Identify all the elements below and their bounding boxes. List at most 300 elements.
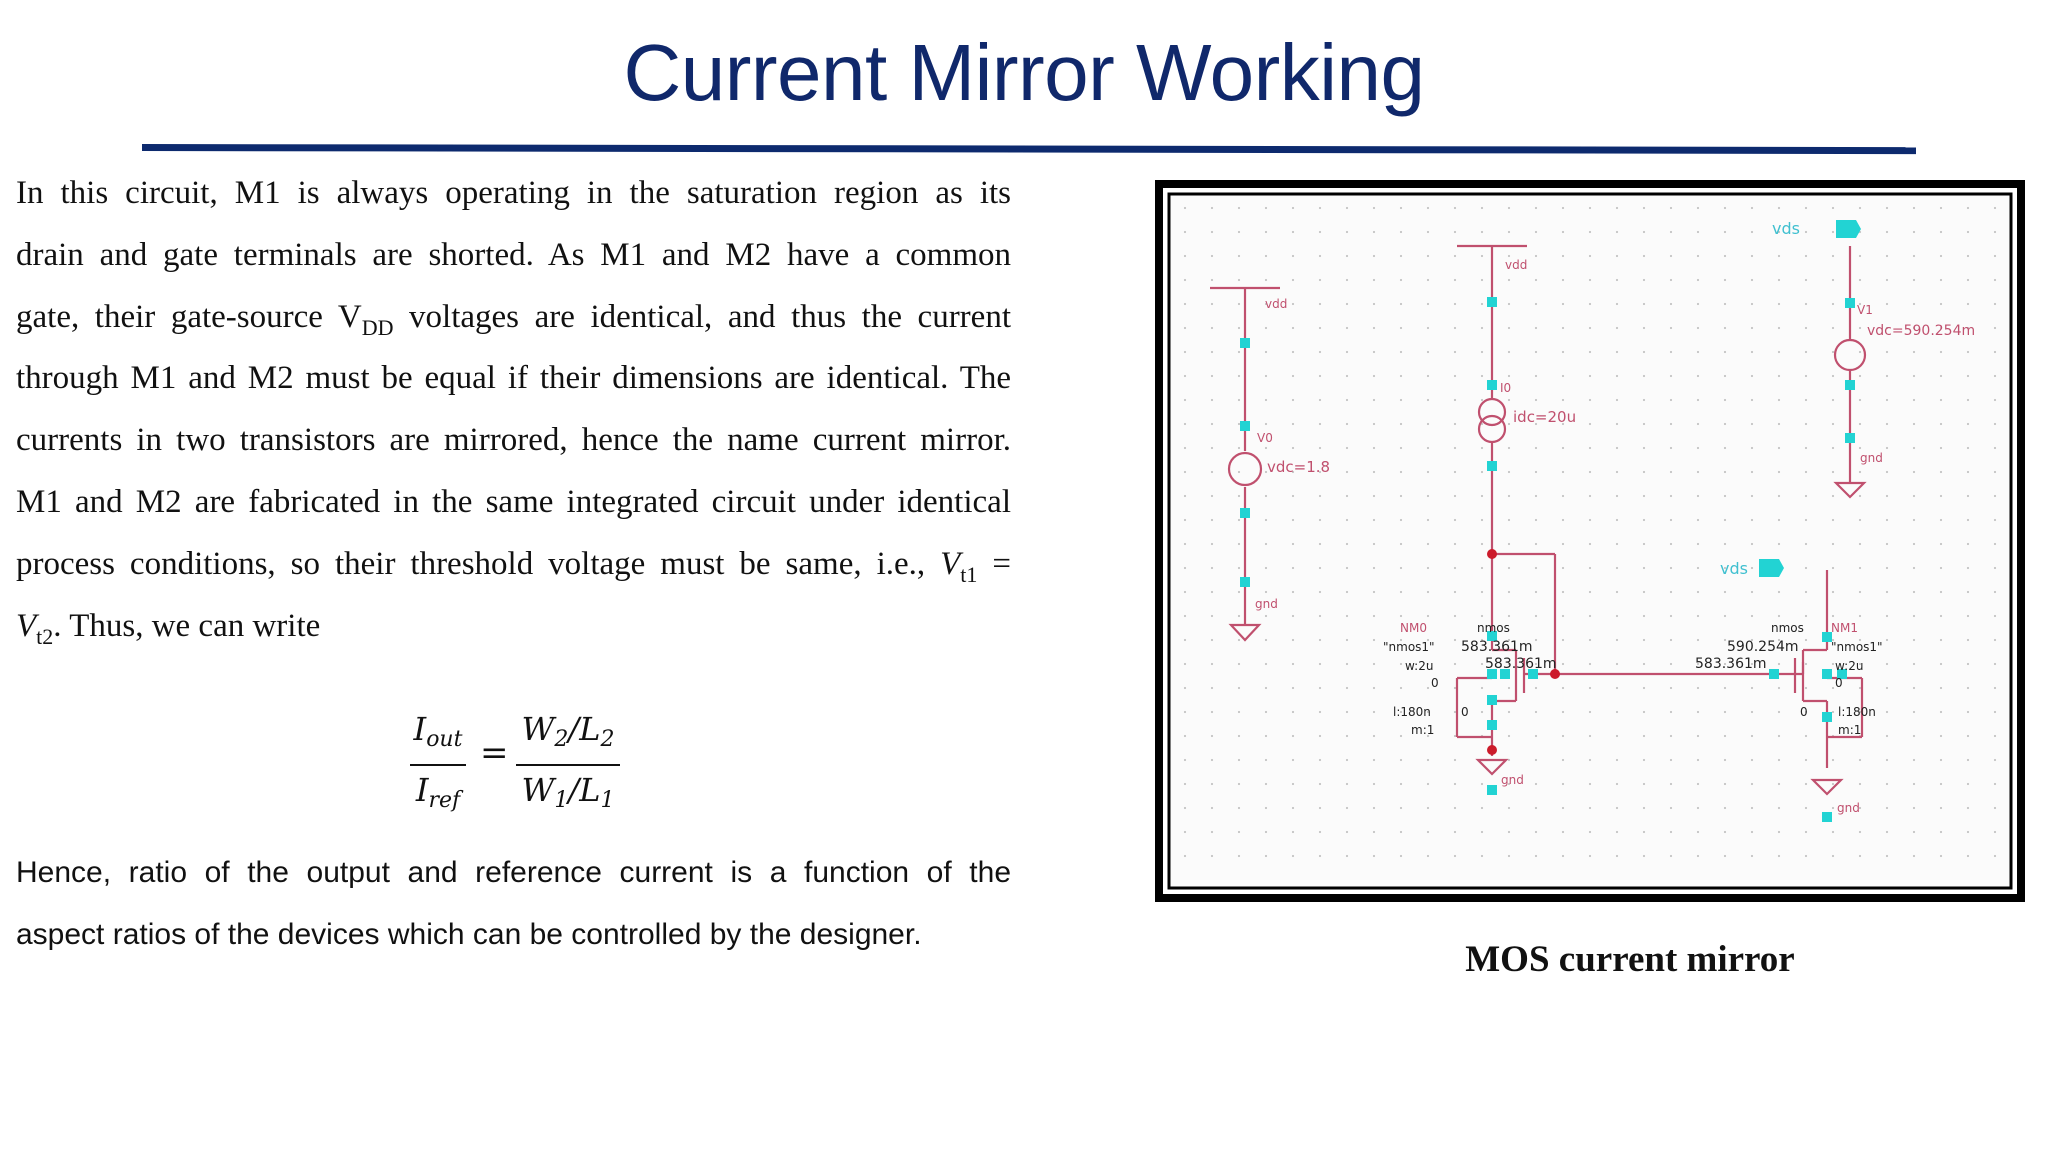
- grid-dot: [1400, 543, 1402, 545]
- grid-dot: [1211, 351, 1213, 353]
- grid-dot: [1751, 759, 1753, 761]
- grid-dot: [1832, 399, 1834, 401]
- grid-dot: [1427, 543, 1429, 545]
- grid-dot: [1319, 591, 1321, 593]
- grid-dot: [1373, 375, 1375, 377]
- grid-dot: [1346, 519, 1348, 521]
- grid-dot: [1778, 375, 1780, 377]
- grid-dot: [1508, 375, 1510, 377]
- grid-dot: [1292, 351, 1294, 353]
- grid-dot: [1913, 855, 1915, 857]
- grid-dot: [1724, 759, 1726, 761]
- grid-dot: [1697, 639, 1699, 641]
- grid-dot: [1562, 687, 1564, 689]
- grid-dot: [1778, 663, 1780, 665]
- grid-dot: [1265, 231, 1267, 233]
- grid-dot: [1238, 663, 1240, 665]
- grid-dot: [1886, 423, 1888, 425]
- grid-dot: [1454, 591, 1456, 593]
- grid-dot: [1319, 375, 1321, 377]
- grid-dot: [1481, 375, 1483, 377]
- grid-dot: [1994, 831, 1996, 833]
- grid-dot: [1535, 231, 1537, 233]
- grid-dot: [1643, 855, 1645, 857]
- source-v0-value: vdc=1.8: [1267, 458, 1331, 476]
- paragraph-line: drain and gate terminals are shorted. As M1 and M2 have a common: [16, 236, 1011, 273]
- grid-dot: [1508, 423, 1510, 425]
- grid-dot: [1346, 639, 1348, 641]
- grid-dot: [1994, 495, 1996, 497]
- grid-dot: [1643, 495, 1645, 497]
- grid-dot: [1238, 615, 1240, 617]
- grid-dot: [1886, 615, 1888, 617]
- grid-dot: [1670, 495, 1672, 497]
- grid-dot: [1184, 231, 1186, 233]
- grid-dot: [1805, 663, 1807, 665]
- grid-dot: [1994, 663, 1996, 665]
- grid-dot: [1805, 423, 1807, 425]
- grid-dot: [1319, 207, 1321, 209]
- grid-dot: [1778, 783, 1780, 785]
- grid-dot: [1238, 303, 1240, 305]
- grid-dot: [1535, 351, 1537, 353]
- grid-dot: [1967, 447, 1969, 449]
- grid-dot: [1859, 591, 1861, 593]
- grid-dot: [1859, 567, 1861, 569]
- grid-dot: [1535, 831, 1537, 833]
- grid-dot: [1319, 231, 1321, 233]
- grid-dot: [1265, 807, 1267, 809]
- grid-dot: [1670, 471, 1672, 473]
- grid-dot: [1805, 375, 1807, 377]
- grid-dot: [1886, 663, 1888, 665]
- grid-dot: [1292, 783, 1294, 785]
- grid-dot: [1211, 807, 1213, 809]
- grid-dot: [1589, 231, 1591, 233]
- grid-dot: [1265, 279, 1267, 281]
- grid-dot: [1697, 567, 1699, 569]
- grid-dot: [1832, 519, 1834, 521]
- grid-dot: [1940, 255, 1942, 257]
- grid-dot: [1211, 711, 1213, 713]
- grid-dot: [1751, 471, 1753, 473]
- grid-dot: [1373, 783, 1375, 785]
- grid-dot: [1670, 255, 1672, 257]
- grid-dot: [1238, 279, 1240, 281]
- paragraph-line: Hence, ratio of the output and reference current is a function of the: [16, 856, 1011, 889]
- grid-dot: [1184, 807, 1186, 809]
- grid-dot: [1697, 207, 1699, 209]
- grid-dot: [1994, 279, 1996, 281]
- grid-dot: [1670, 519, 1672, 521]
- grid-dot: [1346, 567, 1348, 569]
- grid-dot: [1319, 735, 1321, 737]
- grid-dot: [1751, 831, 1753, 833]
- grid-dot: [1319, 351, 1321, 353]
- grid-dot: [1346, 423, 1348, 425]
- grid-dot: [1292, 279, 1294, 281]
- grid-dot: [1400, 855, 1402, 857]
- grid-dot: [1481, 663, 1483, 665]
- grid-dot: [1940, 831, 1942, 833]
- grid-dot: [1832, 687, 1834, 689]
- grid-dot: [1859, 495, 1861, 497]
- nm0-name: NM0: [1400, 621, 1427, 635]
- grid-dot: [1616, 255, 1618, 257]
- grid-dot: [1697, 783, 1699, 785]
- grid-dot: [1265, 399, 1267, 401]
- grid-dot: [1589, 375, 1591, 377]
- grid-dot: [1292, 207, 1294, 209]
- grid-dot: [1670, 207, 1672, 209]
- grid-dot: [1724, 711, 1726, 713]
- grid-dot: [1724, 471, 1726, 473]
- grid-dot: [1805, 495, 1807, 497]
- grid-dot: [1427, 759, 1429, 761]
- grid-dot: [1346, 735, 1348, 737]
- grid-dot: [1211, 567, 1213, 569]
- paragraph-line: through M1 and M2 must be equal if their dimensions are identical. The: [16, 360, 1011, 397]
- grid-dot: [1967, 831, 1969, 833]
- grid-dot: [1211, 639, 1213, 641]
- grid-dot: [1400, 471, 1402, 473]
- nm1-width: w:2u: [1835, 659, 1864, 673]
- grid-dot: [1535, 399, 1537, 401]
- grid-dot: [1319, 831, 1321, 833]
- grid-dot: [1373, 207, 1375, 209]
- grid-dot: [1211, 255, 1213, 257]
- grid-dot: [1778, 687, 1780, 689]
- grid-dot: [1967, 783, 1969, 785]
- grid-dot: [1616, 375, 1618, 377]
- grid-dot: [1994, 855, 1996, 857]
- source-v1-name: V1: [1857, 303, 1873, 317]
- gate-node-voltage: 583.361m: [1485, 656, 1557, 672]
- grid-dot: [1751, 495, 1753, 497]
- grid-dot: [1967, 471, 1969, 473]
- grid-dot: [1346, 207, 1348, 209]
- grid-dot: [1481, 447, 1483, 449]
- grid-dot: [1238, 327, 1240, 329]
- grid-dot: [1184, 399, 1186, 401]
- grid-dot: [1913, 591, 1915, 593]
- grid-dot: [1751, 207, 1753, 209]
- grid-dot: [1373, 543, 1375, 545]
- grid-dot: [1373, 855, 1375, 857]
- grid-dot: [1454, 375, 1456, 377]
- current-fraction: Iout Iref: [410, 707, 466, 823]
- grid-dot: [1589, 639, 1591, 641]
- grid-dot: [1994, 303, 1996, 305]
- gnd-label-left: gnd: [1255, 597, 1278, 611]
- grid-dot: [1265, 495, 1267, 497]
- grid-dot: [1319, 495, 1321, 497]
- grid-dot: [1832, 279, 1834, 281]
- grid-dot: [1859, 831, 1861, 833]
- grid-dot: [1940, 231, 1942, 233]
- grid-dot: [1832, 567, 1834, 569]
- grid-dot: [1238, 711, 1240, 713]
- grid-dot: [1670, 663, 1672, 665]
- grid-dot: [1211, 687, 1213, 689]
- grid-dot: [1859, 615, 1861, 617]
- grid-dot: [1589, 543, 1591, 545]
- grid-dot: [1859, 279, 1861, 281]
- grid-dot: [1562, 663, 1564, 665]
- grid-dot: [1724, 855, 1726, 857]
- grid-dot: [1427, 375, 1429, 377]
- grid-dot: [1994, 711, 1996, 713]
- grid-dot: [1481, 807, 1483, 809]
- grid-dot: [1778, 543, 1780, 545]
- grid-dot: [1373, 279, 1375, 281]
- grid-dot: [1994, 639, 1996, 641]
- grid-dot: [1886, 495, 1888, 497]
- grid-dot: [1724, 447, 1726, 449]
- grid-dot: [1886, 591, 1888, 593]
- grid-dot: [1751, 399, 1753, 401]
- grid-dot: [1940, 663, 1942, 665]
- grid-dot: [1184, 591, 1186, 593]
- grid-dot: [1913, 495, 1915, 497]
- grid-dot: [1724, 399, 1726, 401]
- grid-dot: [1913, 543, 1915, 545]
- grid-dot: [1643, 639, 1645, 641]
- grid-dot: [1319, 663, 1321, 665]
- grid-dot: [1454, 207, 1456, 209]
- grid-dot: [1832, 471, 1834, 473]
- grid-dot: [1508, 255, 1510, 257]
- grid-dot: [1670, 687, 1672, 689]
- grid-dot: [1832, 663, 1834, 665]
- grid-dot: [1238, 375, 1240, 377]
- grid-dot: [1886, 783, 1888, 785]
- grid-dot: [1184, 687, 1186, 689]
- grid-dot: [1508, 687, 1510, 689]
- grid-dot: [1913, 519, 1915, 521]
- nm0-drain-voltage: 583.361m: [1461, 639, 1533, 655]
- grid-dot: [1400, 231, 1402, 233]
- grid-dot: [1832, 711, 1834, 713]
- grid-dot: [1643, 471, 1645, 473]
- grid-dot: [1265, 615, 1267, 617]
- grid-dot: [1697, 711, 1699, 713]
- grid-dot: [1427, 399, 1429, 401]
- grid-dot: [1427, 423, 1429, 425]
- grid-dot: [1886, 519, 1888, 521]
- grid-dot: [1238, 423, 1240, 425]
- grid-dot: [1535, 255, 1537, 257]
- grid-dot: [1319, 327, 1321, 329]
- grid-dot: [1751, 255, 1753, 257]
- grid-dot: [1616, 447, 1618, 449]
- grid-dot: [1346, 471, 1348, 473]
- grid-dot: [1805, 255, 1807, 257]
- grid-dot: [1346, 615, 1348, 617]
- grid-dot: [1778, 855, 1780, 857]
- grid-dot: [1184, 207, 1186, 209]
- grid-dot: [1427, 471, 1429, 473]
- grid-dot: [1481, 399, 1483, 401]
- grid-dot: [1454, 519, 1456, 521]
- grid-dot: [1535, 735, 1537, 737]
- grid-dot: [1967, 303, 1969, 305]
- grid-dot: [1751, 279, 1753, 281]
- grid-dot: [1670, 375, 1672, 377]
- grid-dot: [1643, 663, 1645, 665]
- grid-dot: [1778, 351, 1780, 353]
- grid-dot: [1373, 447, 1375, 449]
- grid-dot: [1211, 855, 1213, 857]
- grid-dot: [1427, 807, 1429, 809]
- grid-dot: [1724, 207, 1726, 209]
- grid-dot: [1265, 207, 1267, 209]
- grid-dot: [1967, 615, 1969, 617]
- grid-dot: [1859, 447, 1861, 449]
- grid-dot: [1697, 759, 1699, 761]
- grid-dot: [1265, 327, 1267, 329]
- grid-dot: [1508, 807, 1510, 809]
- grid-dot: [1940, 519, 1942, 521]
- paragraph-line: process conditions, so their threshold voltage must be same, i.e., $V_{t1}$ =: [16, 545, 1011, 587]
- nm1-zero-a: 0: [1835, 676, 1843, 690]
- grid-dot: [1940, 495, 1942, 497]
- grid-dot: [1940, 711, 1942, 713]
- grid-dot: [1319, 615, 1321, 617]
- grid-dot: [1805, 399, 1807, 401]
- grid-dot: [1346, 279, 1348, 281]
- grid-dot: [1994, 759, 1996, 761]
- grid-dot: [1724, 231, 1726, 233]
- grid-dot: [1805, 855, 1807, 857]
- grid-dot: [1589, 783, 1591, 785]
- grid-dot: [1454, 447, 1456, 449]
- grid-dot: [1832, 375, 1834, 377]
- grid-dot: [1886, 567, 1888, 569]
- grid-dot: [1616, 495, 1618, 497]
- grid-dot: [1454, 351, 1456, 353]
- grid-dot: [1562, 855, 1564, 857]
- grid-dot: [1265, 735, 1267, 737]
- grid-dot: [1994, 375, 1996, 377]
- grid-dot: [1454, 399, 1456, 401]
- grid-dot: [1535, 711, 1537, 713]
- grid-dot: [1913, 711, 1915, 713]
- grid-dot: [1778, 735, 1780, 737]
- grid-dot: [1832, 855, 1834, 857]
- grid-dot: [1967, 279, 1969, 281]
- gnd-label-nm1: gnd: [1837, 801, 1860, 815]
- grid-dot: [1913, 375, 1915, 377]
- grid-dot: [1616, 423, 1618, 425]
- grid-dot: [1400, 255, 1402, 257]
- grid-dot: [1643, 759, 1645, 761]
- grid-dot: [1265, 423, 1267, 425]
- grid-dot: [1535, 495, 1537, 497]
- grid-dot: [1184, 471, 1186, 473]
- grid-dot: [1751, 351, 1753, 353]
- grid-dot: [1319, 855, 1321, 857]
- grid-dot: [1616, 279, 1618, 281]
- paragraph-line: M1 and M2 are fabricated in the same integrated circuit under identical: [16, 483, 1011, 520]
- grid-dot: [1724, 519, 1726, 521]
- grid-dot: [1913, 759, 1915, 761]
- grid-dot: [1805, 687, 1807, 689]
- grid-dot: [1616, 783, 1618, 785]
- grid-dot: [1562, 783, 1564, 785]
- grid-dot: [1292, 255, 1294, 257]
- grid-dot: [1481, 567, 1483, 569]
- grid-dot: [1670, 399, 1672, 401]
- grid-dot: [1805, 783, 1807, 785]
- grid-dot: [1913, 783, 1915, 785]
- grid-dot: [1589, 831, 1591, 833]
- grid-dot: [1238, 831, 1240, 833]
- grid-dot: [1940, 807, 1942, 809]
- grid-dot: [1886, 351, 1888, 353]
- grid-dot: [1616, 591, 1618, 593]
- grid-dot: [1481, 543, 1483, 545]
- grid-dot: [1454, 615, 1456, 617]
- nm0-zero-a: 0: [1431, 676, 1439, 690]
- grid-dot: [1400, 447, 1402, 449]
- grid-dot: [1751, 231, 1753, 233]
- grid-dot: [1292, 375, 1294, 377]
- grid-dot: [1292, 663, 1294, 665]
- grid-dot: [1886, 207, 1888, 209]
- source-v1-value: vdc=590.254m: [1867, 323, 1976, 339]
- grid-dot: [1265, 351, 1267, 353]
- grid-dot: [1481, 327, 1483, 329]
- grid-dot: [1913, 447, 1915, 449]
- grid-dot: [1265, 831, 1267, 833]
- grid-dot: [1913, 615, 1915, 617]
- grid-dot: [1751, 543, 1753, 545]
- grid-dot: [1265, 543, 1267, 545]
- grid-dot: [1670, 567, 1672, 569]
- grid-dot: [1508, 591, 1510, 593]
- grid-dot: [1238, 471, 1240, 473]
- grid-dot: [1238, 519, 1240, 521]
- grid-dot: [1481, 279, 1483, 281]
- grid-dot: [1886, 399, 1888, 401]
- grid-dot: [1724, 807, 1726, 809]
- grid-dot: [1319, 711, 1321, 713]
- grid-dot: [1913, 567, 1915, 569]
- grid-dot: [1211, 735, 1213, 737]
- grid-dot: [1454, 495, 1456, 497]
- grid-dot: [1481, 351, 1483, 353]
- grid-dot: [1967, 495, 1969, 497]
- grid-dot: [1751, 807, 1753, 809]
- grid-dot: [1265, 447, 1267, 449]
- grid-dot: [1967, 423, 1969, 425]
- grid-dot: [1994, 207, 1996, 209]
- grid-dot: [1832, 759, 1834, 761]
- grid-dot: [1319, 303, 1321, 305]
- grid-dot: [1697, 327, 1699, 329]
- grid-dot: [1913, 471, 1915, 473]
- grid-dot: [1562, 639, 1564, 641]
- grid-dot: [1886, 447, 1888, 449]
- grid-dot: [1643, 591, 1645, 593]
- grid-dot: [1346, 303, 1348, 305]
- grid-dot: [1616, 231, 1618, 233]
- grid-dot: [1967, 687, 1969, 689]
- grid-dot: [1535, 543, 1537, 545]
- grid-dot: [1400, 279, 1402, 281]
- grid-dot: [1724, 735, 1726, 737]
